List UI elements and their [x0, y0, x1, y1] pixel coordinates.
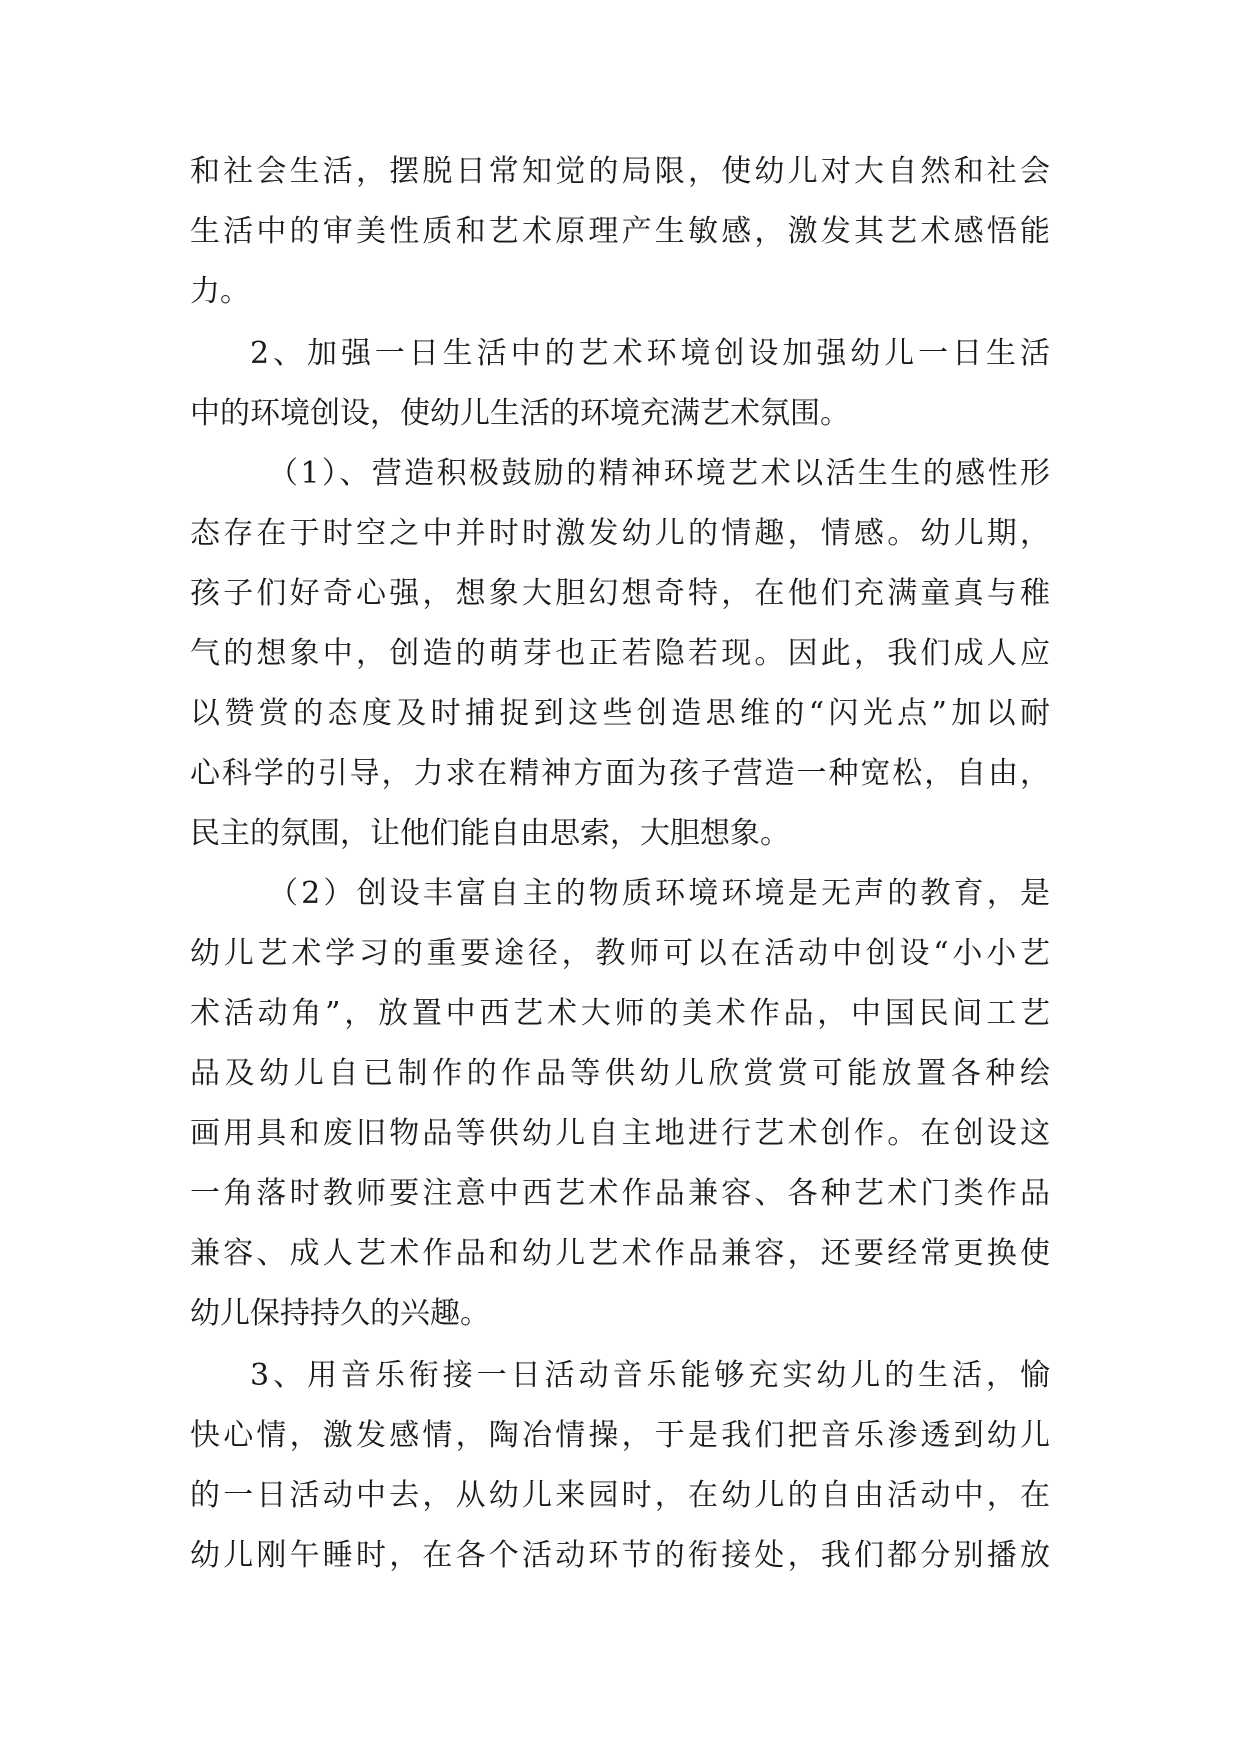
text-line: 兼容、成人艺术作品和幼儿艺术作品兼容，还要经常更换使: [190, 1236, 1050, 1271]
text-line: 快心情，激发感情，陶冶情操，于是我们把音乐渗透到幼儿: [190, 1418, 1050, 1453]
text-line: 幼儿保持持久的兴趣。: [190, 1296, 490, 1331]
text-line: 术活动角”，放置中西艺术大师的美术作品，中国民间工艺: [190, 996, 1050, 1031]
text-line: 态存在于时空之中并时时激发幼儿的情趣，情感。幼儿期，: [190, 516, 1050, 551]
text-line: 生活中的审美性质和艺术原理产生敏感，激发其艺术感悟能: [190, 214, 1050, 249]
text-line: 气的想象中，创造的萌芽也正若隐若现。因此，我们成人应: [190, 636, 1050, 671]
text-line: 和社会生活，摆脱日常知觉的局限，使幼儿对大自然和社会: [190, 154, 1050, 189]
text-line: 2、加强一日生活中的艺术环境创设加强幼儿一日生活: [250, 336, 1050, 371]
text-line: 幼儿刚午睡时，在各个活动环节的衔接处，我们都分别播放: [190, 1538, 1050, 1573]
text-line: 力。: [190, 274, 250, 309]
text-line: 心科学的引导，力求在精神方面为孩子营造一种宽松，自由，: [190, 756, 1050, 791]
text-line: 以赞赏的态度及时捕捉到这些创造思维的“闪光点”加以耐: [190, 696, 1050, 731]
text-line: （1）、营造积极鼓励的精神环境艺术以活生生的感性形: [268, 456, 1050, 491]
text-line: 民主的氛围，让他们能自由思索，大胆想象。: [190, 816, 790, 851]
text-line: 品及幼儿自已制作的作品等供幼儿欣赏赏可能放置各种绘: [190, 1056, 1050, 1091]
text-line: 的一日活动中去，从幼儿来园时，在幼儿的自由活动中，在: [190, 1478, 1050, 1513]
text-line: 孩子们好奇心强，想象大胆幻想奇特，在他们充满童真与稚: [190, 576, 1050, 611]
text-line: 3、用音乐衔接一日活动音乐能够充实幼儿的生活，愉: [250, 1358, 1050, 1393]
text-line: 幼儿艺术学习的重要途径，教师可以在活动中创设“小小艺: [190, 936, 1050, 971]
text-line: 中的环境创设，使幼儿生活的环境充满艺术氛围。: [190, 396, 850, 431]
text-line: 画用具和废旧物品等供幼儿自主地进行艺术创作。在创设这: [190, 1116, 1050, 1151]
text-line: 一角落时教师要注意中西艺术作品兼容、各种艺术门类作品: [190, 1176, 1050, 1211]
text-line: （2）创设丰富自主的物质环境环境是无声的教育，是: [268, 876, 1050, 911]
